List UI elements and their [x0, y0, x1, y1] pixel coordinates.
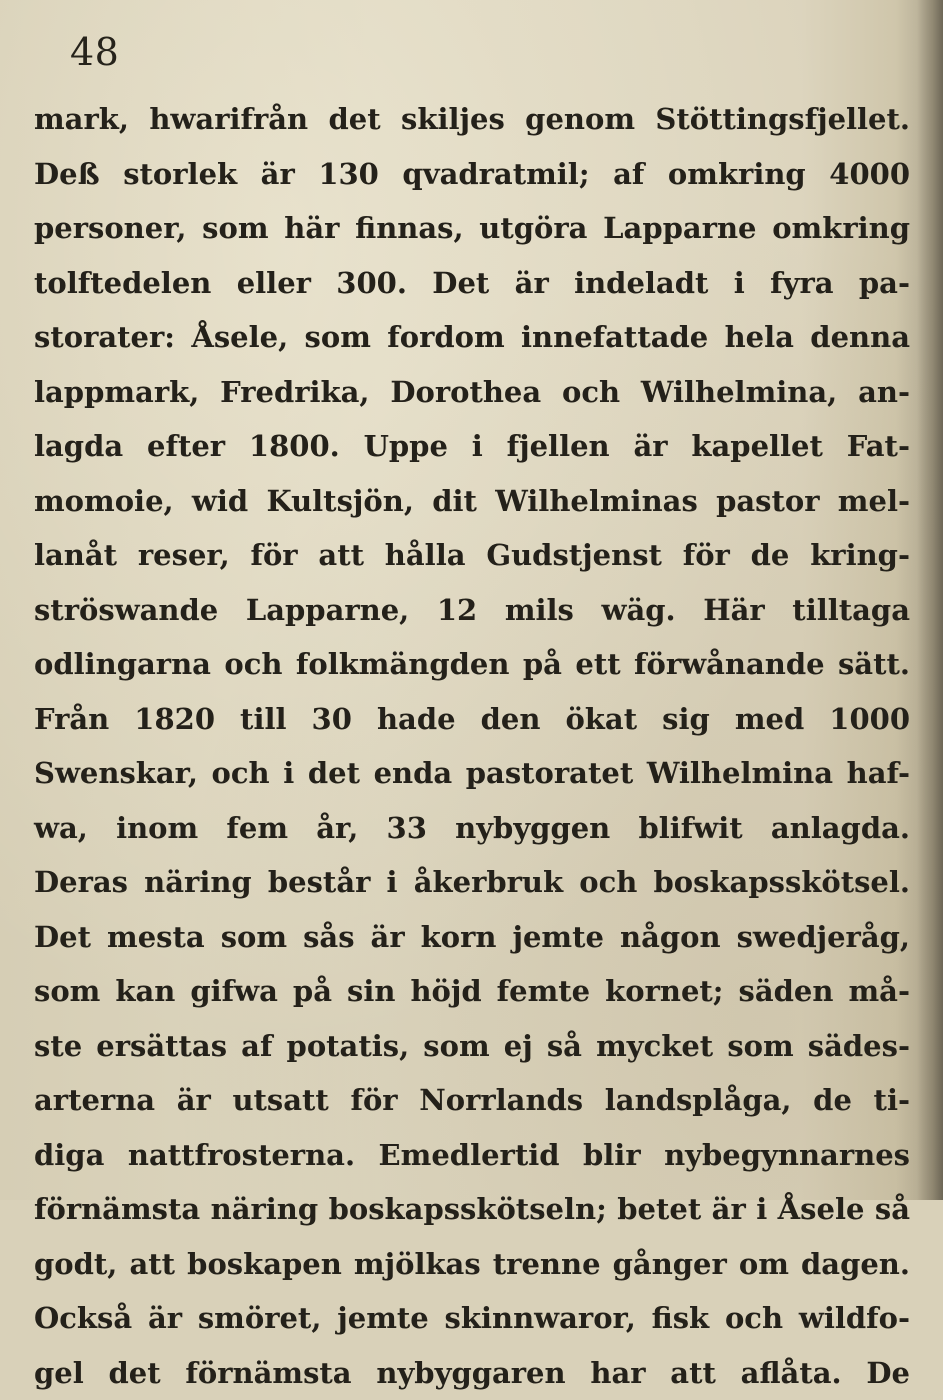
- text-line-16: Det mesta som sås är korn jemte någon swedjeråg,: [34, 910, 910, 965]
- text-line-5: storater: Åsele, som fordom innefattade hela denna: [34, 310, 910, 365]
- text-line-10: ströswande Lapparne, 12 mils wäg. Här tilltaga: [34, 583, 910, 638]
- text-line-3: personer, som här finnas, utgöra Lapparne omkring: [34, 201, 910, 256]
- text-line-15: Deras näring består i åkerbruk och boskapsskötsel.: [34, 855, 910, 910]
- page-edge-shadow: [917, 0, 943, 1200]
- text-line-11: odlingarna och folkmängden på ett förwånande sätt.: [34, 637, 910, 692]
- text-line-6: lappmark, Fredrika, Dorothea och Wilhelmina, an-: [34, 365, 910, 420]
- body-text: [34, 92, 910, 1400]
- text-line-12: Från 1820 till 30 hade den ökat sig med 1000: [34, 692, 910, 747]
- text-line-22: godt, att boskapen mjölkas trenne gånger om dagen.: [34, 1237, 910, 1292]
- text-line-23: Också är smöret, jemte skinnwaror, fisk och wildfo-: [34, 1291, 910, 1346]
- text-line-17: som kan gifwa på sin höjd femte kornet; säden må-: [34, 964, 910, 1019]
- text-line-24: gel det förnämsta nybyggaren har att aflåta. De: [34, 1346, 910, 1400]
- text-line-4: tolftedelen eller 300. Det är indeladt i fyra pa-: [34, 256, 910, 311]
- text-line-7: lagda efter 1800. Uppe i fjellen är kapellet Fat-: [34, 419, 910, 474]
- page-number: 48: [70, 22, 119, 82]
- text-line-18: ste ersättas af potatis, som ej så mycket som sädes-: [34, 1019, 910, 1074]
- text-line-13: Swenskar, och i det enda pastoratet Wilhelmina haf-: [34, 746, 910, 801]
- text-line-19: arterna är utsatt för Norrlands landsplåga, de ti-: [34, 1073, 910, 1128]
- text-line-2: Deß storlek är 130 qvadratmil; af omkring 4000: [34, 147, 910, 202]
- text-line-8: momoie, wid Kultsjön, dit Wilhelminas pastor mel-: [34, 474, 910, 529]
- text-line-14: wa, inom fem år, 33 nybyggen blifwit anlagda.: [34, 801, 910, 856]
- text-line-9: lanåt reser, för att hålla Gudstjenst för de kring-: [34, 528, 910, 583]
- text-line-21: förnämsta näring boskapsskötseln; betet är i Åsele så: [34, 1182, 910, 1237]
- text-line-1: mark, hwarifrån det skiljes genom Stöttingsfjellet.: [34, 92, 910, 147]
- text-line-20: diga nattfrosterna. Emedlertid blir nybegynnarnes: [34, 1128, 910, 1183]
